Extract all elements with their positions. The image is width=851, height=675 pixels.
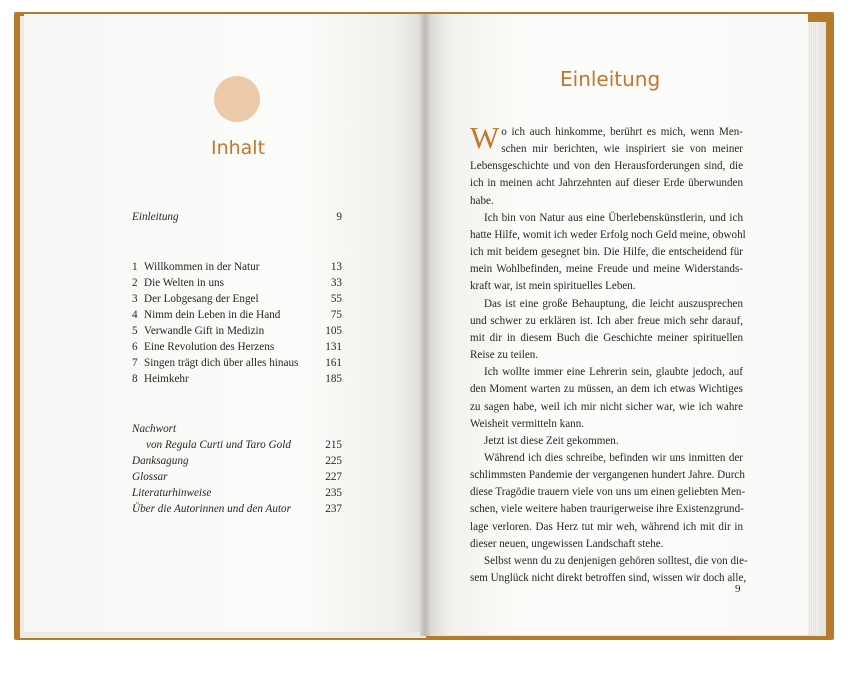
text-line: Selbst wenn du zu denjenigen gehören solltest, die von die- — [484, 554, 748, 567]
chapter-page: 185 — [325, 373, 342, 385]
chapter-title: Nimm dein Leben in die Hand — [144, 309, 281, 321]
toc-chapter — [132, 291, 342, 307]
text-line: hatte Hilfe, womit ich weder Erfolg noch Geld meine, obwohl — [470, 228, 746, 241]
text-line: schlimmsten Pandemie der vergangenen hundert Jahre. Durch — [470, 469, 745, 482]
chapter-page: 33 — [330, 277, 342, 289]
text-line: schen mir berichten, wie inspiriert sie von meiner — [501, 143, 743, 156]
text-line: schen, viele weitere haben traurigerweise ihre Existenzgrund- — [470, 503, 744, 516]
chapter-number: 8 — [132, 373, 138, 385]
toc-entry — [132, 469, 342, 485]
text-line: Ich bin von Natur aus eine Überlebenskünstlerin, und ich — [484, 211, 743, 224]
text-line: lage verloren. Das Herz tut mir weh, während ich mit dir in — [470, 520, 743, 533]
chapter-title: Eine Revolution des Herzens — [144, 341, 275, 353]
chapter-number: 5 — [132, 325, 138, 337]
chapter-page: 105 — [325, 325, 342, 337]
text-line: zu sagen habe, weil ich mir nicht sicher war, wie ich wahre — [470, 400, 743, 413]
decorative-circle — [214, 76, 260, 122]
toc-entry-page: 215 — [325, 439, 342, 451]
chapter-number: 4 — [132, 309, 138, 321]
chapter-page: 75 — [330, 309, 342, 321]
chapter-title: Singen trägt dich über alles hinaus — [144, 357, 299, 369]
text-line: Das ist eine große Behauptung, die leicht auszusprechen — [484, 297, 743, 310]
toc-entry-page: 225 — [325, 455, 342, 467]
body-text — [470, 120, 748, 587]
text-line: sem Unglück nicht direkt betroffen sind, wissen wir doch alle, — [470, 572, 747, 585]
page-edges — [806, 22, 820, 634]
toc-entry-nachwort-sub — [132, 437, 342, 453]
text-line: kraft war, ist mein spirituelles Leben. — [470, 280, 636, 293]
toc-entry — [132, 501, 342, 517]
text-line: Weisheit vermitteln kann. — [470, 417, 585, 430]
chapter-number: 7 — [132, 357, 138, 369]
toc-entry-label: Danksagung — [132, 455, 189, 467]
book-gutter — [420, 14, 430, 636]
chapter-title: Die Welten in uns — [144, 277, 224, 289]
toc-title: Inhalt — [210, 137, 266, 159]
toc-entry-label: Nachwort — [132, 423, 177, 435]
toc-entry-page: 235 — [325, 487, 342, 499]
chapter-title: Heimkehr — [144, 373, 189, 385]
toc-chapter — [132, 259, 342, 275]
drop-cap: W — [470, 120, 500, 155]
text-line: und schwer zu erklären ist. Ich aber freue mich sehr darauf, — [470, 314, 743, 327]
toc-entry — [132, 485, 342, 501]
chapter-heading: Einleitung — [560, 67, 661, 91]
chapter-page: 131 — [325, 341, 342, 353]
text-line: ich in meinen acht Jahrzehnten auf dieser Erde überwunden — [470, 177, 743, 190]
text-line: o ich auch hinkomme, berührt es mich, wenn Men- — [501, 126, 743, 138]
text-line: den Moment warten zu müssen, an dem ich etwas Wichtiges — [470, 383, 743, 396]
text-line: Ich wollte immer eine Lehrerin sein, glaubte jedoch, auf — [484, 366, 743, 379]
chapter-number: 2 — [132, 277, 138, 289]
toc-chapter — [132, 275, 342, 291]
chapter-title: Der Lobgesang der Engel — [144, 293, 259, 305]
toc-entry-intro — [132, 209, 342, 225]
text-line: ich mit beidem gesegnet bin. Die Hilfe, die entscheidend für — [470, 246, 743, 259]
toc-chapter — [132, 371, 342, 387]
text-line: habe. — [470, 194, 494, 207]
toc-chapter — [132, 323, 342, 339]
toc-chapter — [132, 355, 342, 371]
text-line: mein Wohlbefinden, meine Freude und meine Widerstands- — [470, 263, 743, 276]
text-line: Reise zu teilen. — [470, 349, 539, 362]
toc-entry-nachwort — [132, 421, 342, 437]
chapter-title: Verwandle Gift in Medizin — [144, 325, 265, 337]
text-line: Jetzt ist diese Zeit gekommen. — [484, 434, 619, 447]
toc-chapter — [132, 307, 342, 323]
toc-entry-label: Einleitung — [132, 211, 179, 223]
toc-chapter — [132, 339, 342, 355]
toc-entry-page: 227 — [325, 471, 342, 483]
chapter-title: Willkommen in der Natur — [144, 261, 260, 273]
chapter-number: 3 — [132, 293, 138, 305]
toc-entry-page: 237 — [325, 503, 342, 515]
text-line: mit dir in diesem Buch die Geschichte meiner spirituellen — [470, 331, 743, 344]
toc-entry-label: Glossar — [132, 471, 168, 483]
text-line: Lebensgeschichte und von den Herausforderungen sind, die — [470, 160, 743, 173]
chapter-page: 161 — [325, 357, 342, 369]
text-line: diese Tragödie trauern viele von uns um einen geliebten Men- — [470, 486, 746, 499]
chapter-page: 13 — [330, 261, 342, 273]
toc-entry — [132, 453, 342, 469]
chapter-page: 55 — [330, 293, 342, 305]
chapter-number: 1 — [132, 261, 138, 273]
toc-entry-page: 9 — [336, 211, 342, 223]
chapter-number: 6 — [132, 341, 138, 353]
toc-entry-label: Literaturhinweise — [132, 487, 212, 499]
page-number: 9 — [735, 583, 741, 595]
toc-entry-label: Über die Autorinnen und den Autor — [132, 503, 291, 515]
text-line: Während ich dies schreibe, befinden wir uns inmitten der — [484, 451, 743, 464]
text-line: dieser neuen, ungewissen Landschaft stehe. — [470, 537, 664, 550]
toc-entry-label: von Regula Curti und Taro Gold — [146, 439, 291, 451]
